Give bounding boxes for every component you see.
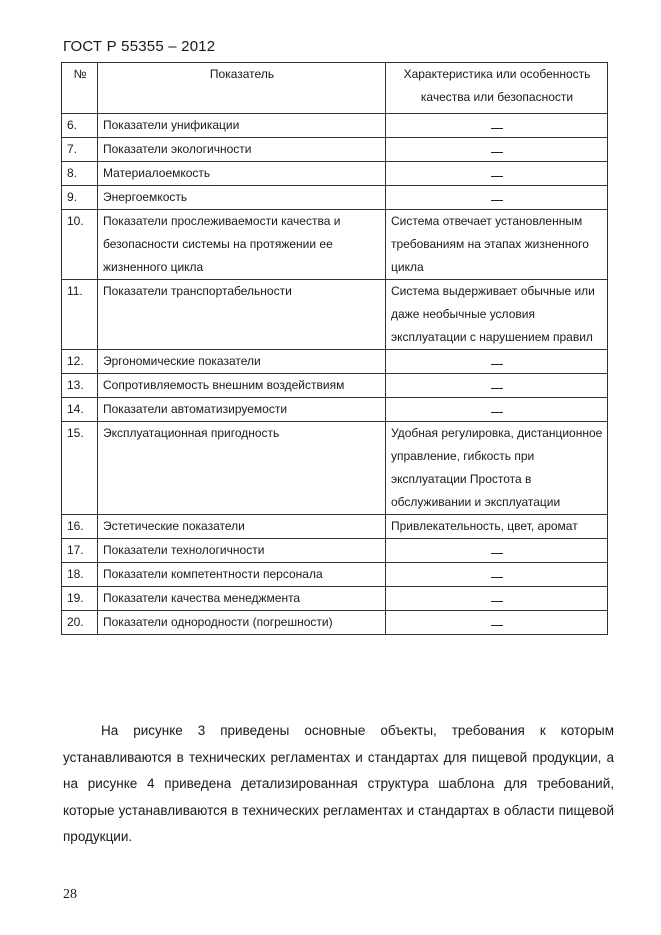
table-row: [62, 422, 608, 515]
row-num: 8.: [62, 162, 98, 186]
table-body: [62, 114, 608, 635]
document-header: ГОСТ Р 55355 – 2012: [63, 38, 216, 55]
row-num: 6.: [62, 114, 98, 138]
table-row: [62, 563, 608, 587]
table-row: [62, 539, 608, 563]
row-num: 19.: [62, 587, 98, 611]
row-indicator: Сопротивляемость внешним воздействиям: [98, 374, 386, 398]
header-num: №: [62, 63, 98, 114]
row-characteristic: [386, 539, 608, 563]
row-indicator: Эксплуатационная пригодность: [98, 422, 386, 515]
row-characteristic: [386, 350, 608, 374]
row-num: 11.: [62, 280, 98, 350]
dash-mark: [491, 162, 503, 177]
row-characteristic: Система выдерживает обычные или даже необычные условия эксплуатации с нарушением правил: [386, 280, 608, 350]
dash-mark: [491, 138, 503, 153]
table-row: [62, 350, 608, 374]
row-num: 16.: [62, 515, 98, 539]
dash-mark: [491, 350, 503, 365]
row-characteristic: [386, 138, 608, 162]
dash-mark: [491, 611, 503, 626]
row-num: 10.: [62, 210, 98, 280]
row-num: 17.: [62, 539, 98, 563]
row-characteristic: [386, 587, 608, 611]
row-indicator: Показатели качества менеджмента: [98, 587, 386, 611]
row-characteristic: Удобная регулировка, дистанционное управление, гибкость при эксплуатации Простота в обслуживании и эксплуатации: [386, 422, 608, 515]
row-indicator: Показатели технологичности: [98, 539, 386, 563]
row-characteristic: [386, 398, 608, 422]
row-indicator: Материалоемкость: [98, 162, 386, 186]
header-indicator: Показатель: [98, 63, 386, 114]
table-row: [62, 186, 608, 210]
row-indicator: Показатели автоматизируемости: [98, 398, 386, 422]
table-row: [62, 280, 608, 350]
row-indicator: Эстетические показатели: [98, 515, 386, 539]
row-indicator: Эргономические показатели: [98, 350, 386, 374]
row-characteristic: [386, 114, 608, 138]
dash-mark: [491, 186, 503, 201]
table-row: [62, 611, 608, 635]
row-indicator: Энергоемкость: [98, 186, 386, 210]
row-characteristic: [386, 162, 608, 186]
row-num: 18.: [62, 563, 98, 587]
table-row: [62, 162, 608, 186]
table-row: [62, 587, 608, 611]
row-num: 12.: [62, 350, 98, 374]
table-row: [62, 210, 608, 280]
header-characteristic: Характеристика или особенность качества или безопасности: [386, 63, 608, 114]
dash-mark: [491, 398, 503, 413]
row-characteristic: [386, 563, 608, 587]
row-characteristic: Система отвечает установленным требованиям на этапах жизненного цикла: [386, 210, 608, 280]
dash-mark: [491, 587, 503, 602]
row-indicator: Показатели экологичности: [98, 138, 386, 162]
table-row: [62, 398, 608, 422]
row-num: 13.: [62, 374, 98, 398]
page-number: 28: [63, 887, 77, 902]
row-num: 15.: [62, 422, 98, 515]
row-characteristic: [386, 611, 608, 635]
dash-mark: [491, 114, 503, 129]
row-num: 7.: [62, 138, 98, 162]
row-indicator: Показатели однородности (погрешности): [98, 611, 386, 635]
body-paragraph: На рисунке 3 приведены основные объекты, требования к которым устанавливаются в технических регламентах и стандартах для пищевой продукции, а на рисунке 4 приведена детализированная структура шаблона для требований, которые устанавливаются в технических регламентах и стандартах в области пищевой продукции.: [63, 723, 614, 844]
table-row: [62, 515, 608, 539]
row-num: 14.: [62, 398, 98, 422]
dash-mark: [491, 374, 503, 389]
row-indicator: Показатели компетентности персонала: [98, 563, 386, 587]
row-indicator: Показатели унификации: [98, 114, 386, 138]
dash-mark: [491, 539, 503, 554]
row-characteristic: Привлекательность, цвет, аромат: [386, 515, 608, 539]
row-num: 20.: [62, 611, 98, 635]
table-row: [62, 138, 608, 162]
row-characteristic: [386, 374, 608, 398]
row-indicator: Показатели транспортабельности: [98, 280, 386, 350]
table-row: [62, 114, 608, 138]
row-indicator: Показатели прослеживаемости качества и безопасности системы на протяжении ее жизненного цикла: [98, 210, 386, 280]
row-characteristic: [386, 186, 608, 210]
dash-mark: [491, 563, 503, 578]
row-num: 9.: [62, 186, 98, 210]
table-row: [62, 374, 608, 398]
indicators-table: [61, 62, 608, 635]
